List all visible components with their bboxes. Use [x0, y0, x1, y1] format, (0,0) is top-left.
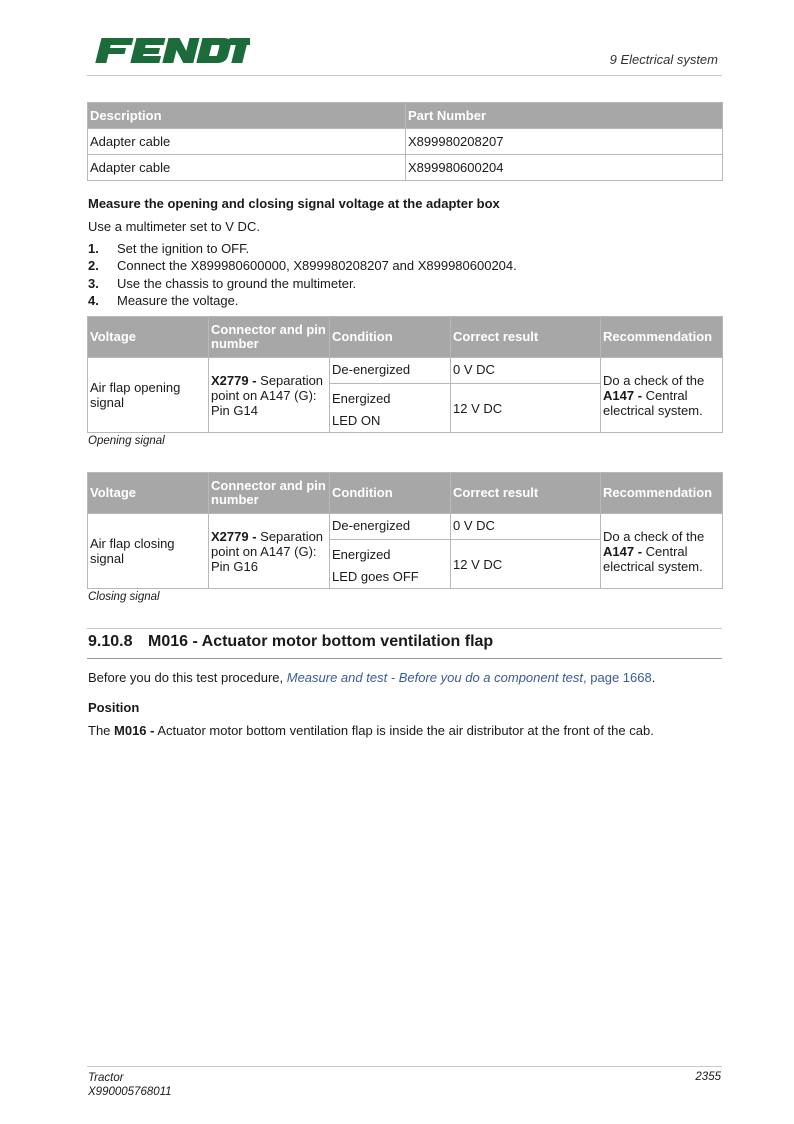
procedure-title: Measure the opening and closing signal voltage at the adapter box: [88, 196, 500, 211]
voltage-cell: Air flap closing signal: [88, 514, 209, 589]
position-paragraph: [88, 723, 654, 738]
step-text: Set the ignition to OFF.: [117, 241, 250, 256]
step-number: 3.: [88, 275, 99, 291]
table-cell: X899980208207: [406, 129, 723, 155]
column-header: Description: [88, 103, 406, 129]
footer-divider: [87, 1066, 722, 1067]
recommendation-cell: [601, 514, 723, 589]
step-number: 4.: [88, 292, 99, 308]
section-divider-top: [87, 628, 722, 629]
condition-text: LED ON: [332, 413, 381, 428]
table-row: [88, 155, 723, 181]
section-heading: [88, 633, 493, 651]
table-header-row: [88, 103, 723, 129]
column-header: Part Number: [406, 103, 723, 129]
step-text: Connect the X899980600000, X899980208207 and X899980600204.: [117, 258, 517, 274]
position-heading: Position: [88, 700, 140, 715]
product-name: Tractor: [88, 1072, 124, 1084]
connector-cell: [209, 358, 330, 433]
closing-signal-table: [87, 472, 723, 589]
position-text: Actuator motor bottom ventilation flap is inside the air distributor at the front of the cab.: [154, 723, 654, 738]
page-reference-link[interactable]: , page 1668: [583, 670, 652, 685]
component-id: M016 -: [114, 723, 155, 738]
connector-cell: [209, 514, 330, 589]
position-text: The: [88, 723, 115, 738]
table-caption: Closing signal: [88, 591, 160, 603]
list-item: [88, 293, 517, 310]
fendt-logo: [92, 36, 250, 66]
column-header: Condition: [330, 473, 451, 514]
condition-cell: [330, 384, 451, 433]
column-header: Connector and pin number: [209, 317, 330, 358]
column-header: Voltage: [88, 473, 209, 514]
step-text: Measure the voltage.: [117, 292, 239, 308]
table-row: [88, 358, 723, 384]
table-row: [88, 514, 723, 540]
list-item: [88, 241, 517, 258]
column-header: Condition: [330, 317, 451, 358]
table-header-row: [88, 317, 723, 358]
table-cell: X899980600204: [406, 155, 723, 181]
page-number: 2355: [695, 1071, 721, 1083]
prerequisite-paragraph: [88, 670, 655, 685]
section-title: M016 - Actuator motor bottom ventilation flap: [148, 633, 494, 650]
recommendation-text: Do a check of the: [603, 528, 705, 544]
component-id: A147 -: [603, 543, 643, 559]
step-number: 2.: [88, 258, 99, 274]
step-number: 1.: [88, 241, 99, 256]
list-item: [88, 258, 517, 275]
table-cell: Adapter cable: [88, 155, 406, 181]
column-header: Recommendation: [601, 473, 723, 514]
connector-description: Separation point on A147 (G): Pin G16: [211, 528, 324, 574]
component-id: A147 -: [603, 387, 643, 403]
component-test-link[interactable]: Measure and test - Before you do a component test: [286, 670, 584, 685]
column-header: Correct result: [451, 317, 601, 358]
component-description: Central electrical system.: [603, 387, 703, 418]
step-text: Use the chassis to ground the multimeter.: [117, 275, 357, 291]
connector-description: Separation point on A147 (G): Pin G14: [211, 372, 324, 418]
recommendation-text: Do a check of the: [603, 372, 705, 388]
connector-id: X2779 -: [211, 372, 257, 388]
condition-text: Energized: [332, 547, 391, 562]
document-number: X990005768011: [88, 1086, 172, 1098]
opening-signal-table: [87, 316, 723, 433]
section-number: 9.10.8: [88, 633, 133, 650]
condition-text: Energized: [332, 391, 391, 406]
recommendation-cell: [601, 358, 723, 433]
column-header: Recommendation: [601, 317, 723, 358]
footer-info: [88, 1071, 172, 1099]
result-cell: 12 V DC: [451, 384, 601, 433]
result-cell: 12 V DC: [451, 540, 601, 589]
procedure-steps: [88, 241, 517, 310]
condition-cell: De-energized: [330, 514, 451, 540]
result-cell: 0 V DC: [451, 358, 601, 384]
column-header: Voltage: [88, 317, 209, 358]
section-divider-bottom: [87, 658, 722, 659]
column-header: Connector and pin number: [209, 473, 330, 514]
list-item: [88, 276, 517, 293]
result-cell: 0 V DC: [451, 514, 601, 540]
prerequisite-text: Before you do this test procedure,: [88, 670, 287, 685]
component-description: Central electrical system.: [603, 543, 703, 574]
parts-table: [87, 102, 723, 181]
condition-text: LED goes OFF: [332, 569, 419, 584]
column-header: Correct result: [451, 473, 601, 514]
condition-cell: [330, 540, 451, 589]
prerequisite-end: .: [651, 670, 656, 685]
table-header-row: [88, 473, 723, 514]
table-cell: Adapter cable: [88, 129, 406, 155]
voltage-cell: Air flap opening signal: [88, 358, 209, 433]
procedure-intro: Use a multimeter set to V DC.: [88, 219, 260, 234]
table-row: [88, 129, 723, 155]
table-caption: Opening signal: [88, 435, 165, 447]
condition-cell: De-energized: [330, 358, 451, 384]
header-divider: [87, 75, 722, 76]
connector-id: X2779 -: [211, 528, 257, 544]
section-header: 9 Electrical system: [609, 52, 718, 67]
